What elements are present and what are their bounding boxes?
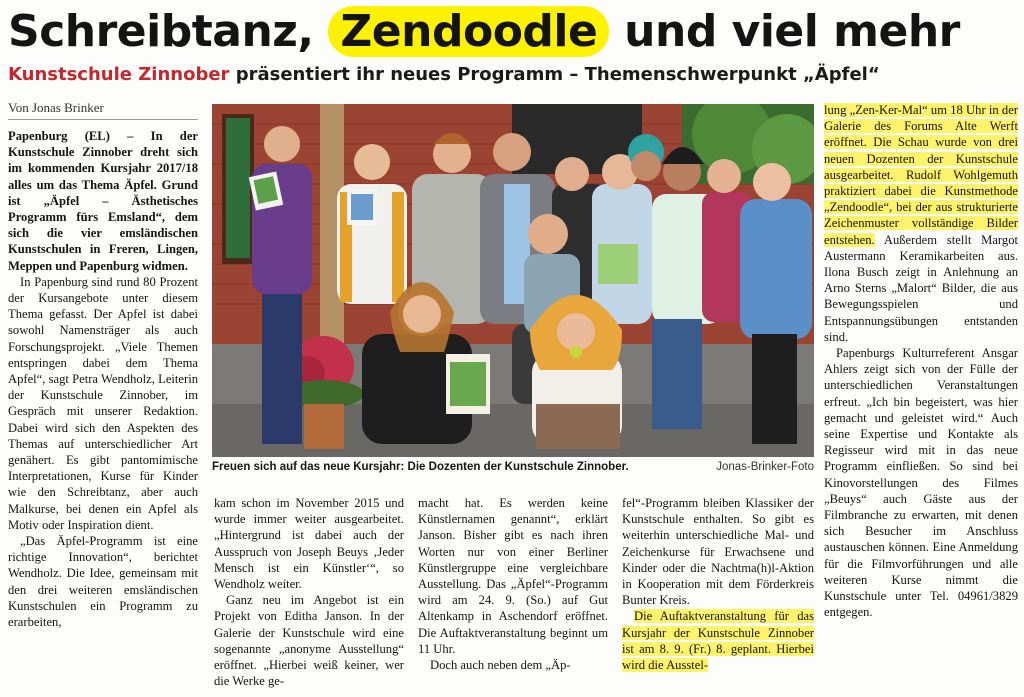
highlighted-text: lung „Zen-Ker-Mal“ um 18 Uhr in der Galerie des Forums Alte Werft eröffnet. Die Schau wurde von drei neuen Dozenten der Kunstschule ausgearbeitet. Rudolf Wohlgemuth praktiziert dabei die Kunstmethode „Zendoodle“, bei der aus strukturierte Zeichenmuster vollständige Bilder entstehen.: [824, 103, 1018, 247]
lead-text: Papenburg (EL) – In der Kunstschule Zinnober dreht sich im kommenden Kursjahr 2017/18 alles um das Thema Äpfel. Grund ist „Äpfel – Ästhetisches Programm fürs Emsland“, dem sich die vier emsländischen Kunstschulen in Freren, Lingen, Meppen und Papenburg widmen.: [8, 129, 198, 273]
subline: [8, 64, 880, 85]
photo-caption: [212, 461, 814, 473]
paragraph: [622, 608, 814, 673]
paragraph: [824, 102, 1018, 345]
headline-post: und viel mehr: [609, 6, 960, 57]
highlighted-text: Die Auftaktveranstaltung für das Kursjahr der Kunstschule Zinnober ist am 8. 9. (Fr.) 8. geplant. Hierbei wird die Ausstel-: [622, 609, 814, 673]
paragraph: macht hat. Es werden keine Künstlernamen genannt“, erklärt Janson. Bisher gibt es nach ihren Worten nur von einer Berliner Künstlergruppe eine vergleichbare Ausstellung. Das „Äpfel“-Programm wird am 24. 9. (So.) auf Gut Altenkamp in Aschendorf eröffnet. Die Auftaktveranstaltung beginnt um 11 Uhr.: [418, 496, 608, 656]
text-column-5: [824, 102, 1018, 621]
paragraph: kam schon im November 2015 und wurde immer weiter ausgearbeitet. „Hintergrund ist dabei auch der Ausspruch von Joseph Beuys ‚Jeder Mensch ist ein Künstler‘“, so Wendholz weiter.: [214, 496, 404, 592]
paragraph: In Papenburg sind rund 80 Prozent der Kursangebote unter diesem Thema gefasst. Der Apfel ist dabei sowohl Namensträger als auch Forschungsprojekt. „Viele Themen entspringen dabei dem Thema Apfel“, sagt Petra Wendholz, Leiterin der Kunstschule Zinnober, im Gespräch mit unserer Redaktion. Dabei wird sich den Aspekten des Themas auf unterschiedlicher Art genähert. Es gibt pantomimische Interpretationen, Kurse für Kinder wie den Schreibtanz, aber auch Malkurse, bei denen ein Apfel als Motiv oder Inspiration dient.: [8, 274, 198, 532]
text-column-2: [214, 495, 404, 689]
group-photo: [212, 104, 814, 457]
lead-paragraph: [8, 128, 198, 274]
paragraph: Doch auch neben dem „Äp-: [430, 658, 571, 673]
paragraph: Ganz neu im Angebot ist ein Projekt von Editha Janson. In der Galerie der Kunstschule wird eine sogenannte „anonyme Ausstellung“ eröffnet. „Hierbei weiß keiner, wer die Werke ge-: [214, 593, 404, 689]
caption-text: Freuen sich auf das neue Kursjahr: Die Dozenten der Kunstschule Zinnober.: [212, 461, 629, 473]
headline: [8, 2, 1018, 62]
paragraph: fel“-Programm bleiben Klassiker der Kunstschule enthalten. So gibt es weiterhin unterschiedliche Mal- und Zeichenkurse für Erwachsene und Kinder oder die Nachtma(h)l-Aktion in Kooperation mit dem Förderkreis Bunter Kreis.: [622, 496, 814, 608]
paragraph: „Das Äpfel-Programm ist eine richtige Innovation“, berichtet Wendholz. Die Idee, gemeinsam mit den drei weiteren emsländischen Kunstschulen ein Programm zu erarbeiten,: [8, 534, 198, 630]
subline-rest: präsentiert ihr neues Programm – Themenschwerpunkt „Äpfel“: [229, 64, 880, 85]
paragraph: Papenburgs Kulturreferent Ansgar Ahlers zeigt sich von der Fülle der unterschiedlichen Veranstaltungen erfreut. „Ich bin begeistert, was hier gemacht und geleistet wird.“ Auch seine Expertise und Kontakte als Regisseur wird mit in das neue Programm einfließen. So sind bei Kinovorstellungen des Filmes „Beuys“ auch Gäste aus der Filmbranche zu erwarten, mit denen sich Besucher im Anschluss austauschen können. Eine Anmeldung für die Filmvorführungen und alle weiteren Kurse nimmt die Kunstschule unter Tel. 04961/3829 entgegen.: [824, 346, 1018, 620]
byline: Von Jonas Brinker: [8, 100, 198, 120]
headline-pre: Schreibtanz,: [8, 6, 329, 57]
text-column-1: [8, 128, 198, 630]
text-column-4: [622, 495, 814, 673]
subline-org: Kunstschule Zinnober: [8, 64, 230, 85]
paragraph-continuation: Außerdem stellt Margot Austermann Keramikarbeiten aus. Ilona Busch zeigt in Anlehnung an Arno Sterns „Malort“ Bilder, die aus Bewegungsspielen und Entspannungsübungen entstanden sind.: [824, 232, 1018, 344]
text-column-3: [418, 495, 608, 673]
headline-highlight: Zendoodle: [328, 6, 609, 57]
photo-credit: Jonas-Brinker-Foto: [716, 461, 814, 473]
